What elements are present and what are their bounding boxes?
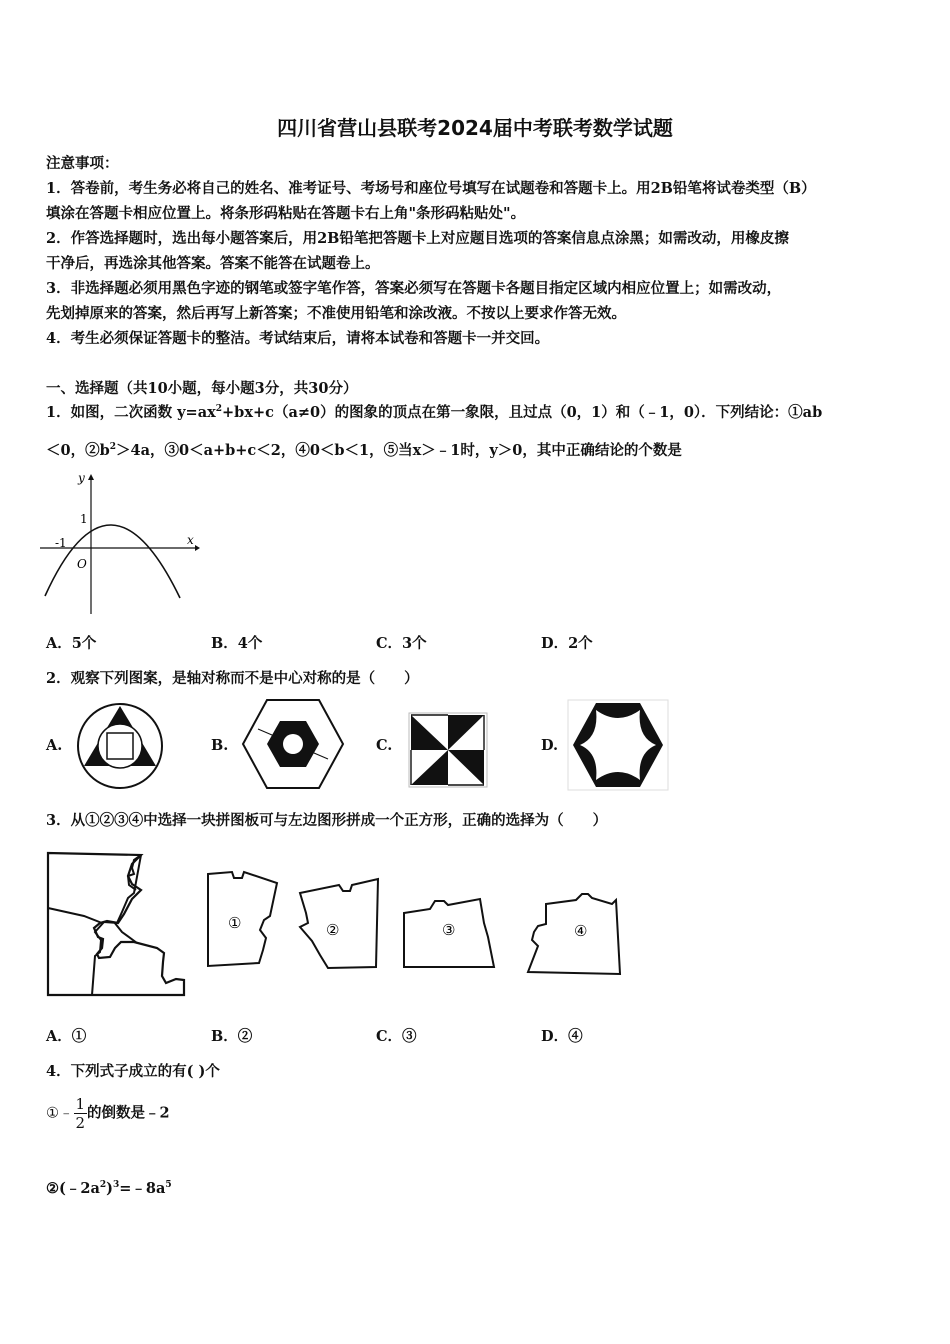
q2-figure-a xyxy=(74,700,168,792)
q3-piece-3 xyxy=(400,895,500,971)
q2-figure-d xyxy=(568,700,668,790)
page-title: 四川省营山县联考2024届中考联考数学试题 xyxy=(277,116,673,140)
origin-label: O xyxy=(77,557,87,571)
q2-figure-c xyxy=(408,712,488,788)
q3-piece-2 xyxy=(296,875,382,971)
q4-item-1: ①﹣ $\frac{1}{2}$ 的倒数是﹣2 xyxy=(46,1095,170,1132)
q3-option-a[interactable]: A．① xyxy=(46,1028,87,1045)
question-1-line-1: 1．如图，二次函数 $y=ax^2+bx+c(a\ne 0)$的图象的顶点在第一象限，且过点（0，1）和（﹣1，0）．下列结论：①ab xyxy=(46,404,823,421)
y-tick-one: 1 xyxy=(80,512,88,526)
question-3-text: 3．从①②③④中选择一块拼图板可与左边图形拼成一个正方形，正确的选择为（ ） xyxy=(46,812,608,829)
q2-figure-b xyxy=(240,697,346,791)
q1-option-b[interactable]: B．4个 xyxy=(211,635,263,652)
q2-label-a[interactable]: A. xyxy=(46,737,63,754)
notice-line: 1．答卷前，考生务必将自己的姓名、准考证号、考场号和座位号填写在试题卷和答题卡上。用2B铅笔将试卷类型（B） xyxy=(46,180,816,197)
q3-piece-4 xyxy=(522,890,626,978)
q3-option-b[interactable]: B．② xyxy=(211,1028,253,1045)
piece-3-label: ③ xyxy=(442,921,456,939)
q1-option-a[interactable]: A．5个 xyxy=(46,635,97,652)
q3-composite-figure xyxy=(44,850,190,1000)
section-heading: 一、选择题（共10小题，每小题3分，共30分） xyxy=(46,380,358,397)
piece-1-label: ① xyxy=(228,914,242,932)
q3-option-d[interactable]: D．④ xyxy=(541,1028,583,1045)
fraction: $\frac{1}{2}$ xyxy=(75,1095,86,1132)
notice-line: 3．非选择题必须用黑色字迹的钢笔或签字笔作答，答案必须写在答题卡各题目指定区域内相应位置上；如需改动， xyxy=(46,280,782,297)
x-tick-neg-one: -1 xyxy=(55,536,67,550)
notice-line: 填涂在答题卡相应位置上。将条形码粘贴在答题卡右上角"条形码粘贴处"。 xyxy=(46,205,526,222)
q3-option-c[interactable]: C．③ xyxy=(376,1028,417,1045)
notice-heading: 注意事项： xyxy=(46,155,119,172)
q2-label-c[interactable]: C. xyxy=(376,737,393,754)
x-axis-label: x xyxy=(187,533,194,547)
parabola-graph xyxy=(40,468,205,618)
question-2-text: 2．观察下列图案，是轴对称而不是中心对称的是（ ） xyxy=(46,670,419,687)
piece-2-label: ② xyxy=(326,921,340,939)
notice-line: 先划掉原来的答案，然后再写上新答案；不准使用铅笔和涂改液。不按以上要求作答无效。 xyxy=(46,305,626,322)
q2-label-b[interactable]: B. xyxy=(211,737,229,754)
q4-item-2: $②(﹣2a^2)^3=﹣8a^5$ xyxy=(46,1180,172,1197)
notice-line: 干净后，再选涂其他答案。答案不能答在试题卷上。 xyxy=(46,255,380,272)
q3-piece-1 xyxy=(204,870,284,970)
notice-line: 2．作答选择题时，选出每小题答案后，用2B铅笔把答题卡上对应题目选项的答案信息点涂黑；如需改动，用橡皮擦 xyxy=(46,230,789,247)
q1-option-c[interactable]: C．3个 xyxy=(376,635,427,652)
question-1-line-2: ＜0，$②b^2>4a$，③0＜a+b+c＜2，④0＜b＜1，⑤当x＞﹣1时，y＞0，其中正确结论的个数是 xyxy=(46,442,682,459)
q1-option-d[interactable]: D．2个 xyxy=(541,635,593,652)
piece-4-label: ④ xyxy=(574,922,588,940)
q2-label-d[interactable]: D. xyxy=(541,737,559,754)
question-4-text: 4．下列式子成立的有( )个 xyxy=(46,1063,220,1080)
notice-line: 4．考生必须保证答题卡的整洁。考试结束后，请将本试卷和答题卡一并交回。 xyxy=(46,330,550,347)
y-axis-label: y xyxy=(78,471,85,485)
